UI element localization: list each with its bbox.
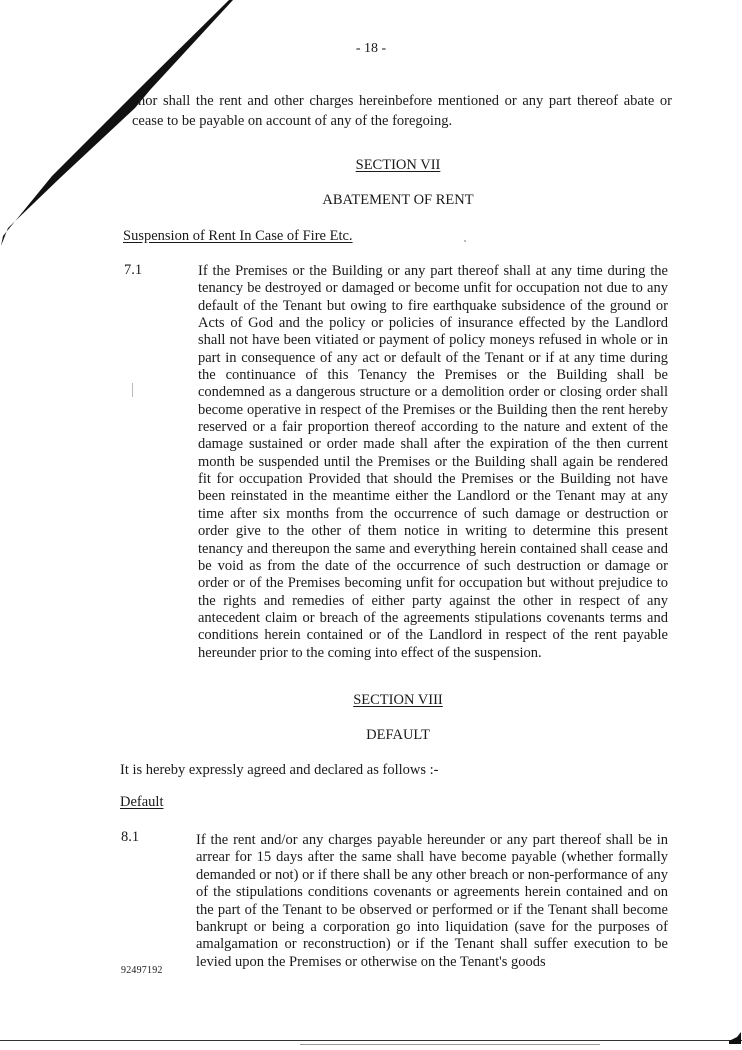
section-viii-intro: It is hereby expressly agreed and declared as follows :- [120,762,439,778]
clause-7-1-text: If the Premises or the Building or any part thereof shall at any time during the tenancy be destroyed or damaged or become unfit for occupation not due to any default of the Tenant but owing to fire earthquake subsidence of the ground or Acts of God and the policy or policies of insurance effected by the Landlord shall not have been vitiated or payment of policy moneys refused in whole or in part in consequence of any act or default of the Tenant or if at any time during the continuance of this Tenancy the Premises or the Building shall be condemned as a dangerous structure or a demolition order or closing order shall become operative in respect of the Premises or the Building then the rent hereby reserved or a fair proportion thereof according to the nature and extent of the damage sustained or order made shall after the expiration of the then current month be suspended until the Premises or the Building shall again be rendered fit for occupation Provided that should the Premises or the Building not have been reinstated in the meantime either the Landlord or the Tenant may at any time after six months from the occurrence of such damage or destruction or order give to the other of them notice in writing to determine this present tenancy and thereupon the same and everything herein contained shall cease and be void as from the date of the occurrence of such destruction or damage or order or of the Premises becoming unfit for occupation but without prejudice to the rights and remedies of either party against the other in respect of any antecedent claim or breach of the agreements stipulations covenants terms and conditions herein contained or of the Landlord in respect of the rent payable hereunder prior to the coming into effect of the suspension. [198,263,668,661]
bottom-scan-rule-faint [300,1044,600,1045]
clause-7-1-number: 7.1 [124,262,143,278]
continuation-paragraph: nor shall the rent and other charges hereinbefore mentioned or any part thereof abate or cease to be payable on account of any of the foregoing. [132,93,672,129]
section-viii-label: SECTION VIII [353,692,443,708]
section-vii-title: ABATEMENT OF RENT [322,192,474,208]
footer-document-reference: 92497192 [121,965,163,976]
clause-8-1-text: If the rent and/or any charges payable hereunder or any part thereof shall be in arrear for 15 days after the same shall have become payable (whether formally demanded or not) or if there shall be any other breach or non-performance of any of the stipulations conditions covenants or agreements herein contained and on the part of the Tenant to be observed or performed or if the Tenant shall become bankrupt or being a corporation go into liquidation (save for the purposes of amalgamation or reconstruction) or if the Tenant shall suffer execution to be levied upon the Premises or otherwise on the Tenant's goods [196,832,668,970]
section-viii-title: DEFAULT [366,727,430,743]
clause-8-1-number: 8.1 [121,829,140,845]
scan-speck [132,383,133,397]
section-vii-label: SECTION VII [355,157,441,173]
section-vii-subheading: Suspension of Rent In Case of Fire Etc. [123,228,353,244]
scan-speck [464,240,466,242]
bottom-scan-rule [0,1040,742,1041]
section-viii-subheading: Default [120,794,164,810]
page-number: - 18 - [355,41,387,56]
corner-scan-mark [729,1032,742,1044]
